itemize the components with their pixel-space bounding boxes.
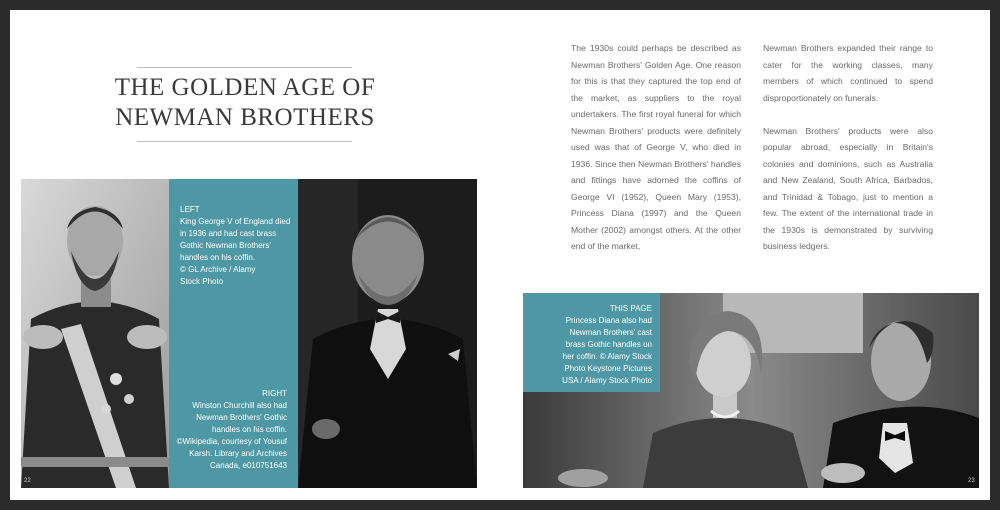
caption-left xyxy=(180,204,295,288)
caption-right-line: ©Wikipedia, courtesy of Yousuf xyxy=(176,437,287,446)
caption-right-line: Karsh. Library and Archives xyxy=(189,449,287,458)
magazine-spread xyxy=(10,10,990,500)
churchill-photo xyxy=(298,179,477,488)
caption-right-line: Canada, e010751643 xyxy=(210,461,287,470)
page-number-left: 22 xyxy=(24,478,31,484)
caption-this-page-line: brass Gothic handles on xyxy=(565,340,652,349)
caption-this-page-heading: THIS PAGE xyxy=(609,304,652,313)
caption-left-line: in 1936 and had cast brass xyxy=(180,229,277,238)
body-paragraph: Newman Brothers expanded their range to cater for the working classes, many members of which continued to spend disproportionately on funerals. xyxy=(763,43,933,103)
caption-right-line: Newman Brothers' Gothic xyxy=(196,413,287,422)
caption-left-line: Gothic Newman Brothers' xyxy=(180,241,271,250)
caption-left-line: Stock Photo xyxy=(180,277,224,286)
caption-this-page-line: USA / Alamy Stock Photo xyxy=(562,376,652,385)
caption-right-line: Winston Churchill also had xyxy=(192,401,287,410)
caption-left-line: King George V of England died xyxy=(180,217,291,226)
caption-right-heading: RIGHT xyxy=(262,389,287,398)
king-george-photo xyxy=(21,179,169,488)
caption-panel-left-right xyxy=(169,179,298,488)
title-line-2: NEWMAN BROTHERS xyxy=(115,104,375,131)
caption-right-line: handles on his coffin. xyxy=(211,425,287,434)
body-column-1 xyxy=(571,40,741,255)
body-paragraph: Newman Brothers' products were also popular abroad, especially in Britain's colonies and dominions, such as Australia and New Zealand, South Africa, Barbados, and Trinidad & Tobago, just to mention a few. The extent of the international trade in the 1930s is demonstrated by surviving business ledgers. xyxy=(763,125,933,251)
caption-left-line: handles on his coffin. xyxy=(180,253,256,262)
caption-this-page-line: her coffin. © Alamy Stock xyxy=(562,352,652,361)
title-rule-top xyxy=(137,67,352,68)
body-column-2 xyxy=(763,40,933,255)
caption-this-page-line: Photo Keystone Pictures xyxy=(564,364,652,373)
title-line-1: THE GOLDEN AGE OF xyxy=(114,74,376,101)
caption-left-heading: LEFT xyxy=(180,205,200,214)
caption-this-page-line: Princess Diana also had xyxy=(565,316,652,325)
title-rule-bottom xyxy=(137,141,352,142)
caption-this-page xyxy=(523,293,660,392)
page-number-right: 23 xyxy=(968,478,975,484)
page-title xyxy=(110,73,380,133)
caption-this-page-line: Newman Brothers' cast xyxy=(569,328,652,337)
caption-right xyxy=(167,388,287,472)
caption-left-line: © GL Archive / Alamy xyxy=(180,265,256,274)
body-paragraph: The 1930s could perhaps be described as Newman Brothers' Golden Age. One reason for this is that they captured the top end of the market, as suppliers to the royal undertakers. The first royal funeral for which Newman Brothers' products were definitely used was that of George V, who died in 1936. Since then Newman Brothers' handles and fittings have adorned the coffins of George VI (1952), Queen Mary (1953), Princess Diana (1997) and the Queen Mother (2002) amongst others. At the other end of the market, xyxy=(571,43,741,251)
